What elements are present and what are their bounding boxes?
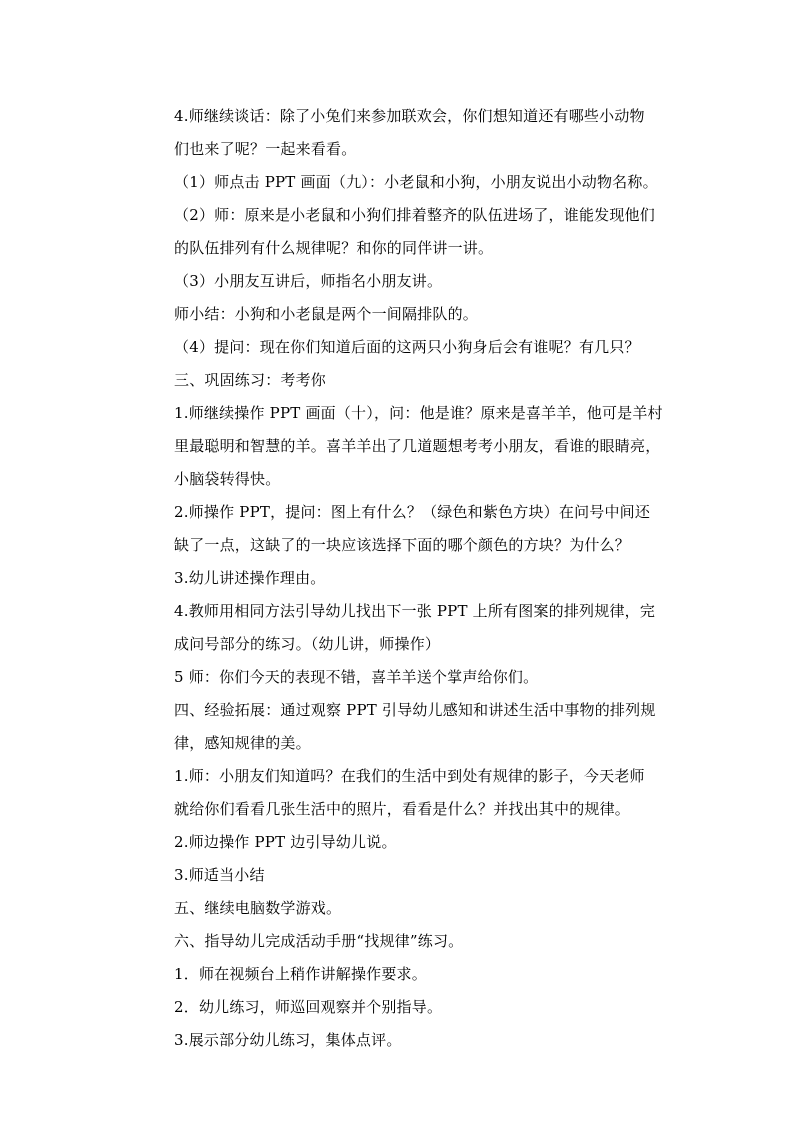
section-heading: 三、巩固练习：考考你 [174,371,327,389]
text-line: （4）提问：现在你们知道后面的这两只小狗身后会有谁呢？有几只？ [174,338,640,356]
text-line: 1.师：小朋友们知道吗？在我们的生活中到处有规律的影子，今天老师 [174,767,645,785]
text-line: 3.幼儿讲述操作理由。 [174,569,326,587]
text-line: 律，感知规律的美。 [174,734,311,752]
section-heading: 四、经验拓展：通过观察 PPT 引导幼儿感知和讲述生活中事物的排列规 [174,701,656,719]
text-line: 就给你们看看几张生活中的照片，看看是什么？并找出其中的规律。 [174,800,631,818]
text-line: 小脑袋转得快。 [174,470,281,488]
text-line: 2.师操作 PPT，提问：图上有什么？（绿色和紫色方块）在问号中间还 [174,503,651,521]
text-line: （1）师点击 PPT 画面（九）：小老鼠和小狗，小朋友说出小动物名称。 [174,173,658,191]
text-line: 成问号部分的练习。（幼儿讲，师操作） [174,635,441,653]
text-line: （2）师：原来是小老鼠和小狗们排着整齐的队伍进场了，谁能发现他们 [174,206,655,224]
text-line: 3.展示部分幼儿练习，集体点评。 [174,1031,402,1049]
text-line: 缺了一点，这缺了的一块应该选择下面的哪个颜色的方块？为什么？ [174,536,631,554]
text-line: 们也来了呢？一起来看看。 [174,140,357,158]
text-line: 1．师在视频台上稍作讲解操作要求。 [174,965,427,983]
text-line: 的队伍排列有什么规律呢？和你的同伴讲一讲。 [174,239,494,257]
text-line: 4.教师用相同方法引导幼儿找出下一张 PPT 上所有图案的排列规律，完 [174,602,656,620]
section-heading: 六、指导幼儿完成活动手册“找规律”练习。 [174,932,464,950]
text-line: 2.师边操作 PPT 边引导幼儿说。 [174,833,397,851]
text-line: 里最聪明和智慧的羊。喜羊羊出了几道题想考考小朋友，看谁的眼睛亮， [174,437,661,455]
text-line: 师小结：小狗和小老鼠是两个一间隔排队的。 [174,305,479,323]
text-line: 3.师适当小结 [174,866,265,884]
document-body [174,100,674,1057]
text-line: 2．幼儿练习，师巡回观察并个别指导。 [174,998,443,1016]
section-heading: 五、继续电脑数学游戏。 [174,899,342,917]
text-line: 5 师：你们今天的表现不错，喜羊羊送个掌声给你们。 [174,668,539,686]
text-line: 4.师继续谈话：除了小兔们来参加联欢会，你们想知道还有哪些小动物 [174,107,645,125]
text-line: 1.师继续操作 PPT 画面（十），问：他是谁？原来是喜羊羊，他可是羊村 [174,404,663,422]
text-line: （3）小朋友互讲后，师指名小朋友讲。 [174,272,443,290]
